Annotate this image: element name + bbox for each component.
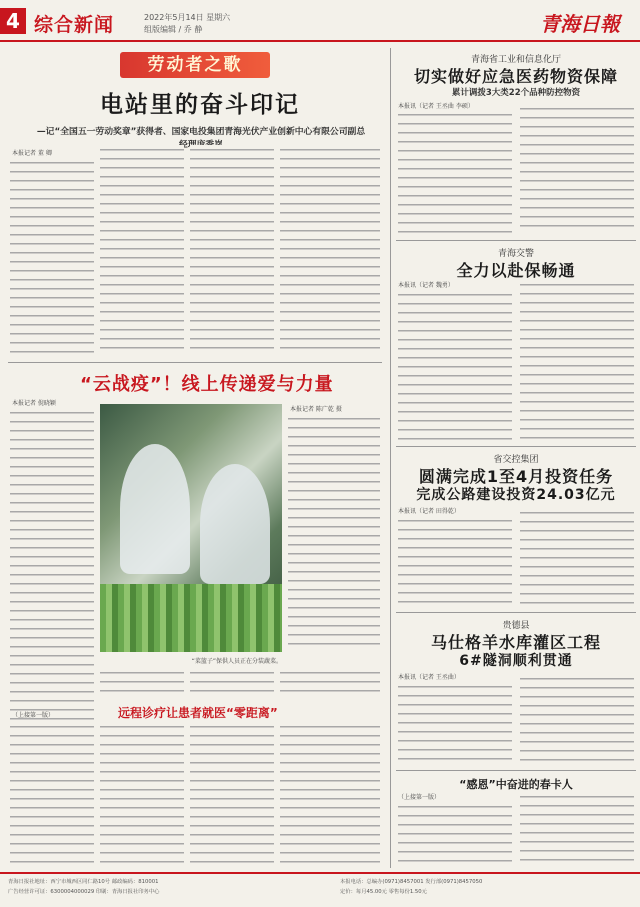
r3-headline: 圆满完成1至4月投资任务 <box>418 467 614 486</box>
r1-column-1 <box>398 110 512 234</box>
r4-kicker: 贵德县 <box>502 621 530 631</box>
banner-text: 劳动者之歌 <box>147 55 243 75</box>
footer-address: 青海日报社地址：西宁市城西区同仁路10号 邮政编码：810001 <box>8 879 159 885</box>
article2-byline: 本报记者 倪晓颖 <box>12 400 56 407</box>
r3-byline: 本报讯（记者 田得乾） <box>398 508 460 515</box>
page-header <box>0 0 640 40</box>
page-number: 4 <box>0 8 26 34</box>
article3-column-4 <box>280 722 380 868</box>
article2-column-2 <box>288 414 380 652</box>
article1-column-2 <box>100 145 184 356</box>
article3-column-1 <box>10 722 94 868</box>
section-title: 综合新闻 <box>34 14 115 36</box>
article-divider <box>8 362 382 363</box>
article3-column-2 <box>100 722 184 868</box>
r1-kicker: 青海省工业和信息化厅 <box>470 55 561 65</box>
article2-column-5 <box>280 668 380 698</box>
column-banner <box>120 52 270 78</box>
r2-kicker: 青海交警 <box>497 249 534 259</box>
article1-byline: 本报记者 董 卿 <box>12 150 52 157</box>
column-divider <box>390 48 391 868</box>
r4-byline: 本报讯（记者 王丞曲） <box>398 674 460 681</box>
article1-column-1 <box>10 158 94 356</box>
newspaper-logo: 青海日報 <box>540 12 620 36</box>
article1-subtitle: —记“全国五一劳动奖章”获得者、国家电投集团青海光伏产业创新中心有限公司副总经理 <box>36 127 366 150</box>
r4-subtitle: 6#隧洞顺利贯通 <box>459 653 573 669</box>
footer-price: 定价：每月45.00元 零售每份1.50元 <box>340 889 427 895</box>
article3-column-3 <box>190 722 274 868</box>
r4-column-1 <box>398 682 512 764</box>
article2-column-3 <box>100 668 184 698</box>
r1-byline: 本报讯（记者 王丞曲 李硕） <box>398 103 474 110</box>
r1-subtitle: 累计调拨3大类22个品种防控物资 <box>451 88 581 98</box>
article1-headline: 电站里的奋斗印记 <box>100 92 300 118</box>
footer-license: 广告经营许可证：6300004000029 印刷：青海日报社印务中心 <box>8 889 160 895</box>
r3-kicker: 省交控集团 <box>493 455 539 465</box>
r4-column-2 <box>520 674 634 764</box>
footer-phones: 本报电话：总编办(0971)8457001 发行部(0971)8457050 <box>340 879 483 885</box>
article3-headline: 远程诊疗让患者就医“零距离” <box>118 706 278 720</box>
r1-headline: 切实做好应急医药物资保障 <box>413 67 618 86</box>
r2-column-2 <box>520 280 634 440</box>
r2-headline: 全力以赴保畅通 <box>456 261 576 280</box>
editor-credit: 组版编辑 / 乔 静 <box>144 25 203 34</box>
article2-headline: “云战疫”！线上传递爱与力量 <box>80 374 334 395</box>
r2-column-1 <box>398 290 512 440</box>
issue-date: 2022年5月14日 星期六 <box>144 13 231 22</box>
r5-column-1 <box>398 802 512 868</box>
r3-subtitle: 完成公路建设投资24.03亿元 <box>416 487 616 503</box>
r1-divider <box>396 240 636 241</box>
r1-column-2 <box>520 104 634 234</box>
article1-column-4 <box>280 145 380 356</box>
r2-byline: 本报讯（记者 魏勇） <box>398 282 454 289</box>
r5-column-2 <box>520 792 634 868</box>
photo-credit: 本报记者 陈广乾 摄 <box>290 406 342 413</box>
r3-column-2 <box>520 508 634 606</box>
r3-column-1 <box>398 516 512 606</box>
article3-byline: （上接第一版） <box>12 712 55 719</box>
r2-divider <box>396 446 636 447</box>
r4-divider <box>396 770 636 771</box>
article1-column-3 <box>190 145 274 356</box>
page-footer <box>0 872 640 907</box>
r5-headline: “感恩”中奋进的春卡人 <box>459 778 573 791</box>
r5-byline: （上接第一版） <box>398 794 441 801</box>
article2-column-4 <box>190 668 274 698</box>
photo-caption: “菜篮子”保供人员正在分装蔬菜。 <box>191 658 282 665</box>
news-photo <box>100 404 282 652</box>
header-divider <box>0 40 640 42</box>
r3-divider <box>396 612 636 613</box>
r4-headline: 马仕格羊水库灌区工程 <box>430 633 601 652</box>
